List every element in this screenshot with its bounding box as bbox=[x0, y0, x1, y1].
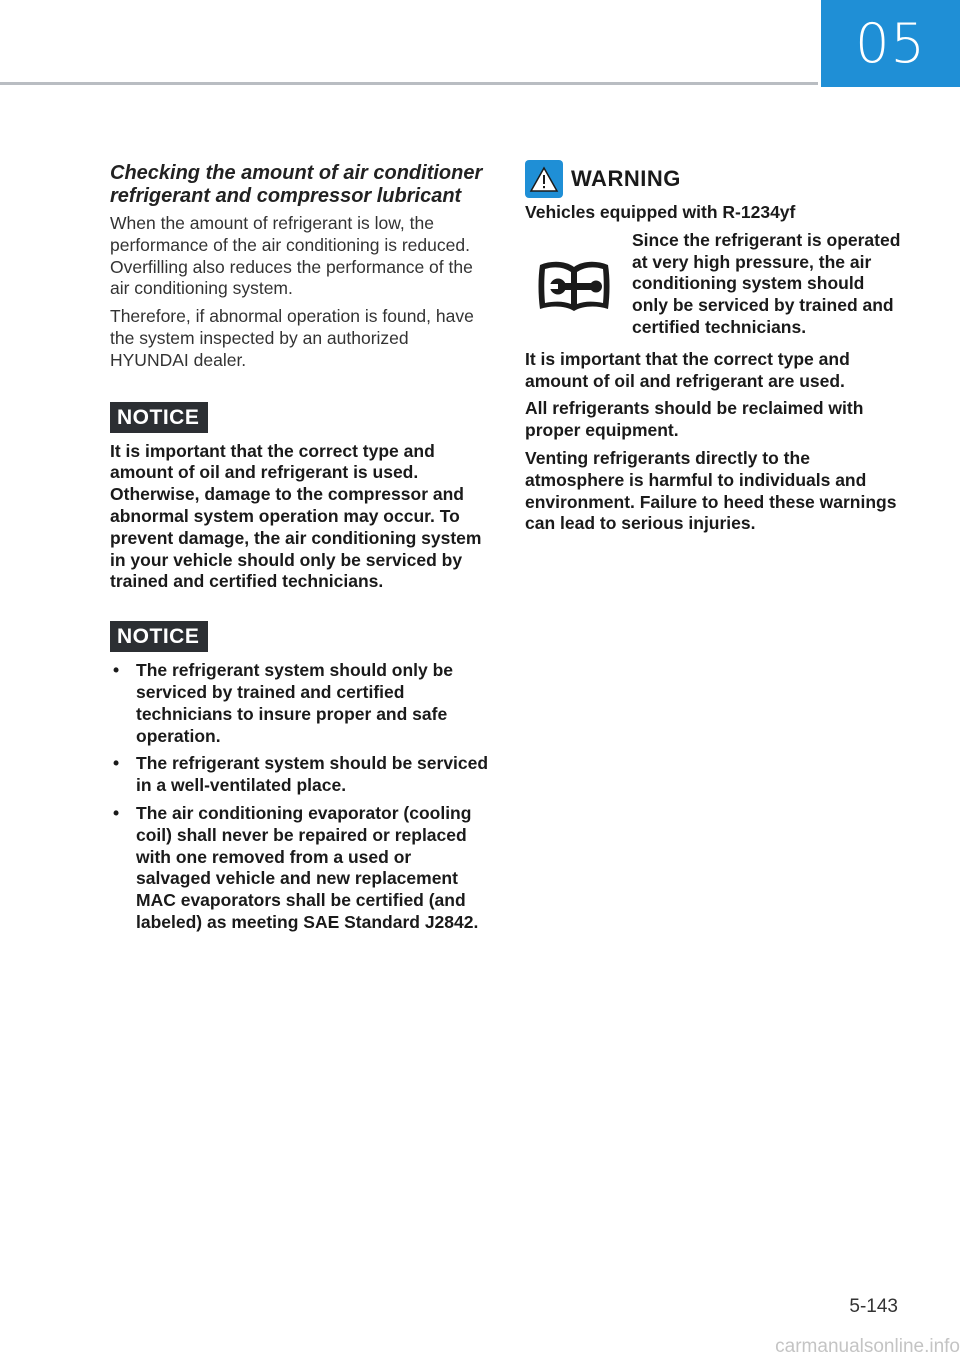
watermark: carmanualsonline.info bbox=[775, 1336, 960, 1357]
warning-paragraph: It is important that the correct type and amount of oil and refrigerant are used. bbox=[525, 348, 850, 391]
paragraph: Therefore, if abnormal operation is found, have the system inspected by an authorized HYUNDAI dealer. bbox=[110, 306, 474, 370]
warning-subtitle: Vehicles equipped with R-1234yf bbox=[525, 202, 796, 222]
notice-badge: NOTICE bbox=[110, 402, 208, 433]
warning-label: WARNING bbox=[571, 166, 681, 191]
notice-text: It is important that the correct type and amount of oil and refrigerant is used. Otherwise, damage to the compressor and abnormal system operation may occur. To prevent damage, the air conditioning system in your vehicle should only be serviced by trained and certified technicians. bbox=[110, 440, 482, 592]
notice-bullet-list bbox=[110, 660, 490, 934]
list-item: • The refrigerant system should be serviced in a well-ventilated place. bbox=[113, 753, 489, 796]
warning-triangle-icon bbox=[525, 160, 563, 198]
list-item: • The refrigerant system should only be serviced by trained and certified technicians to insure proper and safe operation. bbox=[113, 660, 454, 746]
warning-paragraph: Venting refrigerants directly to the atmosphere is harmful to individuals and environment. Failure to heed these warnings can lead to serious injuries. bbox=[525, 447, 897, 534]
left-column bbox=[110, 160, 490, 940]
notice-badge: NOTICE bbox=[110, 621, 208, 652]
right-column bbox=[525, 160, 905, 541]
list-item-text: The air conditioning evaporator (cooling coil) shall never be repaired or replaced with one removed from a used or salvaged vehicle and new replacement MAC evaporators shall be certified (and labeled) as meeting SAE Standard J2842. bbox=[136, 802, 479, 932]
list-item-text: The refrigerant system should only be serviced by trained and certified technicians to insure proper and safe operation. bbox=[136, 660, 454, 746]
warning-header bbox=[525, 160, 905, 198]
warning-paragraph: All refrigerants should be reclaimed with proper equipment. bbox=[525, 398, 864, 441]
section-title: Checking the amount of air conditioner refrigerant and compressor lubricant bbox=[110, 162, 483, 207]
chapter-number: 05 bbox=[855, 12, 926, 75]
list-item-text: The refrigerant system should be serviced in a well-ventilated place. bbox=[136, 753, 489, 796]
page-number: 5-143 bbox=[849, 1296, 898, 1317]
paragraph: When the amount of refrigerant is low, the performance of the air conditioning is reduced. Overfilling also reduces the performance of the air conditioning system. bbox=[110, 213, 473, 299]
chapter-tab bbox=[821, 0, 960, 87]
list-item: • The air conditioning evaporator (cooling coil) shall never be repaired or replaced with one removed from a used or salvaged vehicle and new replacement MAC evaporators shall be certified (and labeled) as meeting SAE Standard J2842. bbox=[113, 802, 479, 932]
wrench-service-icon bbox=[525, 230, 623, 342]
service-notice-text: Since the refrigerant is operated at very high pressure, the air conditioning system should only be serviced by trained and certified technicians. bbox=[632, 229, 901, 337]
service-notice bbox=[525, 230, 905, 345]
header-rule bbox=[0, 82, 818, 85]
